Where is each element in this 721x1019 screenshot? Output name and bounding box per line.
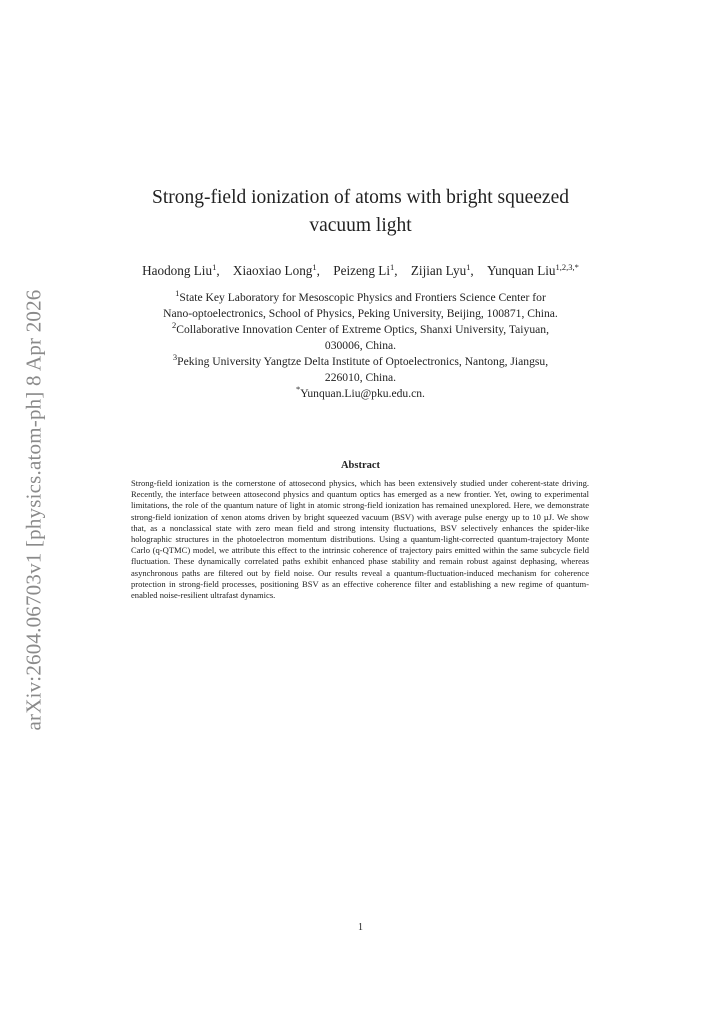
abstract-heading: Abstract: [340, 460, 381, 471]
paper-title: [0, 184, 721, 240]
title-line-1: Strong-field ionization of atoms with bright squeezed: [152, 187, 569, 208]
author: Xiaoxiao Long$^1$,: [232, 262, 320, 278]
affiliation-2: $^2$Collaborative Innovation Center of Extreme Optics, Shanxi University, Taiyuan,: [172, 320, 549, 336]
corresponding-email: *Yunquan.Liu@pku.edu.cn.: [296, 384, 425, 400]
affiliation-1: $^1$State Key Laboratory for Mesoscopic Physics and Frontiers Science Center for: [175, 288, 546, 304]
affiliation-3: $^3$Peking University Yangtze Delta Institute of Optoelectronics, Nantong, Jiangsu,: [172, 352, 549, 368]
page-number: 1: [358, 922, 363, 933]
affiliations: [100, 290, 621, 402]
affiliation-2-cont: 030006, China.: [324, 339, 397, 352]
abstract-text: Strong-field ionization is the cornerstone of attosecond physics, which has been extensively studied under coherent-state driving. Recently, the interface between attosecond physics and quantum optics has emerged as a new frontier. Yet, owing to experimental limitations, the role of the quantum nature of light in atomic strong-field ionization has remained unexplored. Here, we demonstrate strong-field ionization of xenon atoms driven by bright squeezed vacuum (BSV) with average pulse energy up to 10 µJ. We show that, as a nonclassical state with zero mean field and strong intensity fluctuations, BSV selectively enhances the spider-like holographic structures in the photoelectron momentum distributions. Using a quantum-light-corrected quantum-trajectory Monte Carlo (q-QTMC) model, we attribute this effect to the intrinsic coherence of trajectory pairs emitted within the same subcycle field fluctuation. These dynamically correlated paths exhibit enhanced phase stability and remain robust against dephasing, whereas asynchronous paths are filtered out by field noise. Our results reveal a quantum-fluctuation-induced mechanism for coherence protection in strong-field processes, positioning BSV as an effective coherence filter and establishing a new regime of quantum-enabled noise-resilient ultrafast dynamics.: [131, 478, 589, 601]
author: Haodong Liu$^1$,: [142, 262, 220, 278]
title-line-2: vacuum light: [309, 215, 412, 236]
author-list: [0, 262, 721, 280]
author: Zijian Lyu$^1$,: [410, 262, 474, 278]
author: Yunquan Liu$^{1,2,3,*}$: [487, 262, 579, 278]
affiliation-1-cont: Nano-optoelectronics, School of Physics, Peking University, Beijing, 100871, China.: [163, 307, 558, 320]
arxiv-identifier: arXiv:2604.06703v1 [physics.atom-ph] 8 Apr 2026: [21, 289, 46, 731]
affiliation-3-cont: 226010, China.: [324, 371, 397, 384]
author: Peizeng Li$^1$,: [333, 262, 398, 278]
